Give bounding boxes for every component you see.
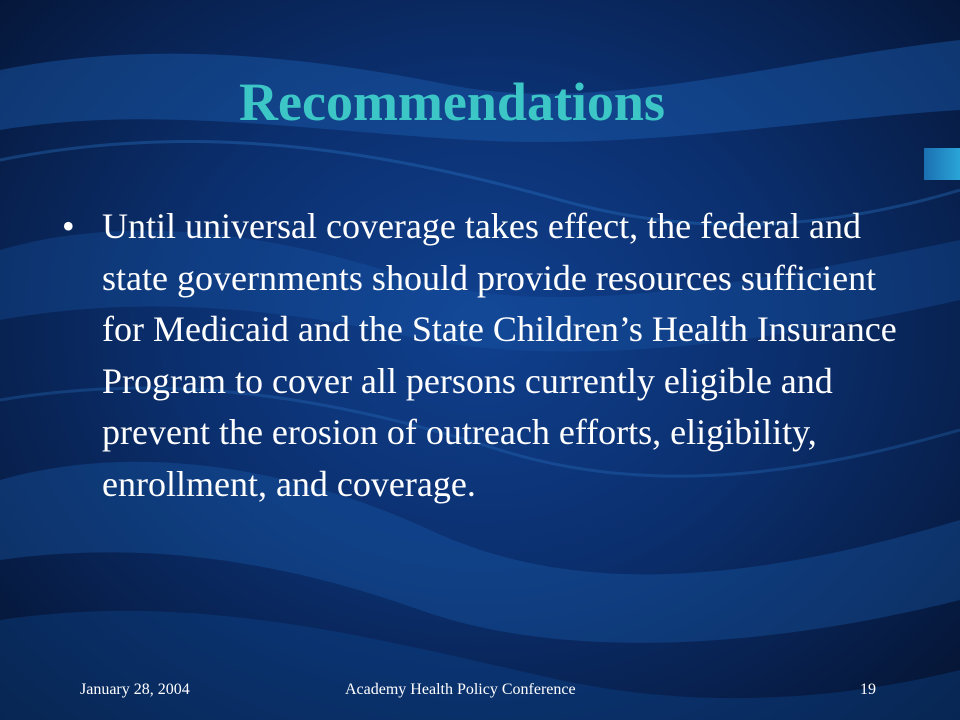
bullet-text: Until universal coverage takes effect, the federal and state governments should provide resources sufficient for Medicaid and the State Children’s Health Insurance Program to cover all persons currently eligible and prevent the erosion of outreach efforts, eligibility, enrollment, and coverage. — [102, 206, 897, 504]
bullet-icon: • — [62, 206, 75, 246]
footer-conference: Academy Health Policy Conference — [345, 681, 576, 698]
footer-page-number: 19 — [860, 681, 876, 698]
footer-date: January 28, 2004 — [80, 681, 190, 698]
accent-tab — [924, 148, 960, 180]
slide-title: Recommendations — [239, 72, 665, 132]
